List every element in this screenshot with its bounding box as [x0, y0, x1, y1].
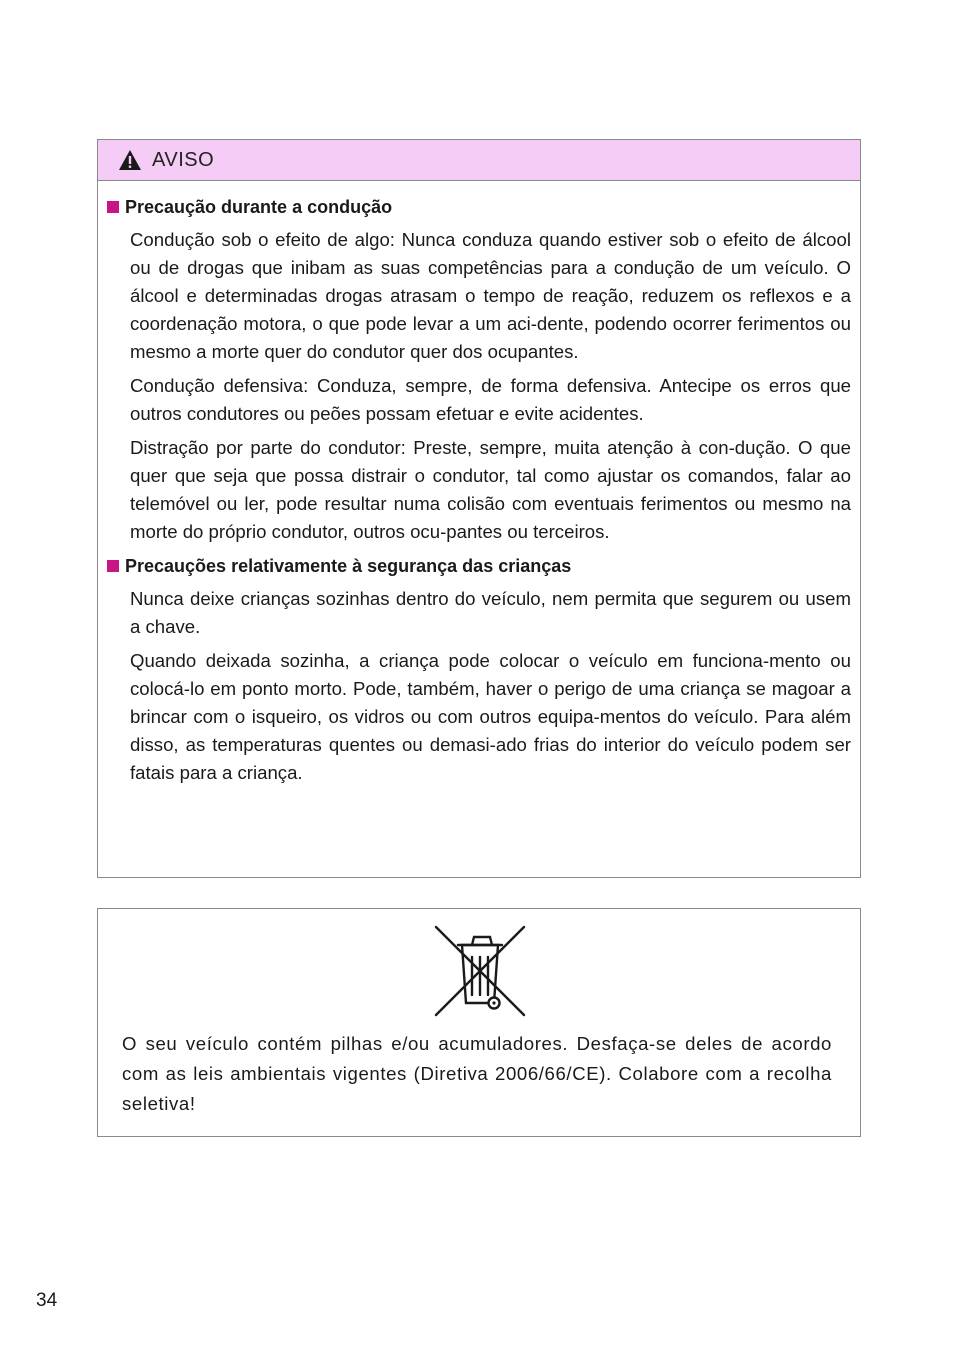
warning-box	[97, 139, 861, 878]
paragraph: Condução defensiva: Conduza, sempre, de forma defensiva. Antecipe os erros que outros condutores ou peões possam efetuar e evite acidentes.	[130, 375, 851, 424]
disposal-text: O seu veículo contém pilhas e/ou acumuladores. Desfaça-se deles de acordo com as leis ambientais vigentes (Diretiva 2006/66/CE). Colabore com a recolha seletiva!	[122, 1033, 832, 1114]
square-bullet-icon	[107, 201, 119, 213]
warning-triangle-icon	[118, 149, 142, 171]
warning-title: AVISO	[152, 148, 215, 171]
page-number: 34	[36, 1290, 58, 1311]
warning-header	[98, 140, 860, 181]
paragraph: Quando deixada sozinha, a criança pode colocar o veículo em funciona-mento ou colocá-lo em ponto morto. Pode, também, haver o perigo de uma criança se magoar a brincar com o isqueiro, os vidros ou com outros equipa-mentos do veículo. Para além disso, as temperaturas quentes ou demasi-ado frias do interior do veículo podem ser fatais para a criança.	[130, 650, 851, 783]
paragraph: Condução sob o efeito de algo: Nunca conduza quando estiver sob o efeito de álcool ou de drogas que inibam as suas competências para a condução de um veículo. O álcool e determinadas drogas atrasam o tempo de reação, reduzem os reflexos e a coordenação motora, o que pode levar a um aci-dente, podendo ocorrer ferimentos ou mesmo a morte quer do condutor quer dos ocupantes.	[130, 229, 851, 362]
paragraph: Distração por parte do condutor: Preste, sempre, muita atenção à con-dução. O que quer que seja que possa distrair o condutor, tal como ajustar os comandos, falar ao telemóvel ou ler, pode resultar numa colisão com eventuais ferimentos ou mesmo na morte do próprio condutor, outros ocu-pantes ou terceiros.	[130, 437, 851, 542]
section-heading	[107, 195, 851, 219]
crossed-out-wheelie-bin-icon	[432, 923, 528, 1024]
warning-body	[98, 181, 860, 787]
battery-disposal-box	[97, 908, 861, 1137]
section-heading	[107, 554, 851, 578]
paragraph: Nunca deixe crianças sozinhas dentro do veículo, nem permita que segurem ou usem a chave.	[130, 588, 851, 637]
section-heading-text: Precauções relativamente à segurança das crianças	[125, 556, 572, 576]
section-heading-text: Precaução durante a condução	[125, 197, 393, 217]
square-bullet-icon	[107, 560, 119, 572]
